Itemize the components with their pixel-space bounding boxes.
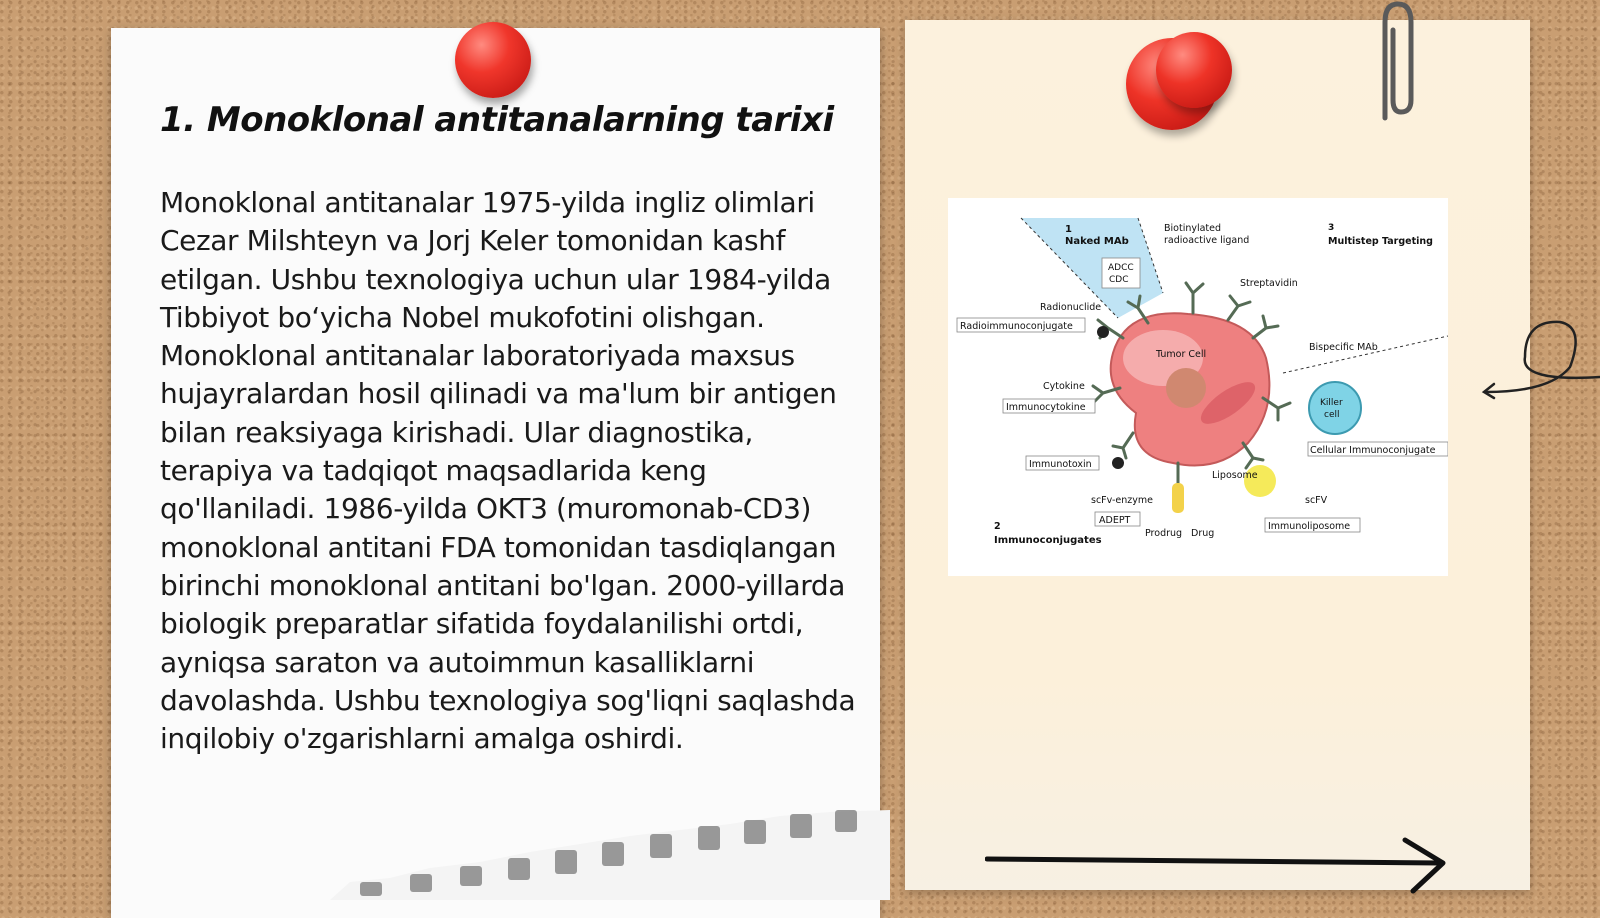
- svg-text:Streptavidin: Streptavidin: [1240, 278, 1298, 289]
- svg-text:Tumor Cell: Tumor Cell: [1156, 349, 1207, 360]
- svg-text:Multistep Targeting: Multistep Targeting: [1328, 236, 1433, 247]
- svg-text:2: 2: [994, 521, 1001, 532]
- svg-text:CDC: CDC: [1109, 275, 1129, 285]
- red-pushpin-icon: [1156, 32, 1232, 108]
- svg-text:Liposome: Liposome: [1212, 470, 1258, 481]
- slide-title: 1. Monoklonal antitanalarning tarixi: [160, 100, 834, 140]
- svg-text:Killer: Killer: [1320, 398, 1343, 408]
- svg-text:1: 1: [1065, 224, 1072, 235]
- red-pushpin-icon: [455, 22, 531, 98]
- svg-text:Naked MAb: Naked MAb: [1065, 236, 1129, 247]
- curved-arrow-doodle: [1480, 312, 1600, 412]
- svg-text:Bispecific MAb: Bispecific MAb: [1309, 342, 1378, 353]
- svg-text:Immunoconjugates: Immunoconjugates: [994, 535, 1102, 546]
- torn-paper-edge: [330, 810, 890, 900]
- svg-text:Radionuclide: Radionuclide: [1040, 302, 1102, 313]
- svg-text:radioactive ligand: radioactive ligand: [1164, 235, 1250, 246]
- slide-body-text: Monoklonal antitanalar 1975-yilda ingliz olimlari Cezar Milshteyn va Jorj Keler tomonidan kashf etilgan. Ushbu texnologiya uchun ular 1984-yilda Tibbiyot bo‘yicha Nobel mukofotini olishgan. Monoklonal antitanalar laboratoriyada maxsus hujayralardan hosil qilinadi va ma'lum bir antigen bilan reaksiyaga kirishadi. Ular diagnostika, terapiya va tadqiqot maqsadlarida keng qo'llaniladi. 1986-yilda OKT3 (muromonab-CD3) monoklonal antitani FDA tomonidan tasdiqlangan birinchi monoklonal antitani bo'lgan. 2000-yillarda biologik preparatlar sifatida foydalanilishi ortdi, ayniqsa saraton va autoimmun kasalliklarni davolashda. Ushbu texnologiya sog'liqni saqlashda inqilobiy o'zgarishlarni amalga oshirdi.: [160, 186, 856, 756]
- mab-therapy-diagram: [948, 198, 1448, 576]
- right-arrow-icon: [985, 835, 1450, 895]
- toxin-icon: [1112, 457, 1124, 469]
- radionuclide-icon: [1097, 326, 1109, 338]
- svg-text:Cytokine: Cytokine: [1043, 381, 1085, 392]
- svg-text:Cellular Immunoconjugate: Cellular Immunoconjugate: [1310, 445, 1436, 456]
- svg-text:Prodrug: Prodrug: [1145, 528, 1183, 539]
- svg-text:ADCC: ADCC: [1108, 263, 1134, 273]
- svg-text:Immunoliposome: Immunoliposome: [1268, 521, 1351, 532]
- paperclip-icon: [1373, 0, 1423, 125]
- svg-text:cell: cell: [1324, 410, 1340, 420]
- svg-text:Drug: Drug: [1191, 528, 1215, 539]
- svg-text:Immunocytokine: Immunocytokine: [1006, 402, 1086, 413]
- svg-text:Radioimmunoconjugate: Radioimmunoconjugate: [960, 321, 1073, 332]
- svg-text:scFv-enzyme: scFv-enzyme: [1091, 495, 1154, 506]
- scfv-enzyme-bar: [1172, 483, 1184, 513]
- svg-text:Biotinylated: Biotinylated: [1164, 223, 1222, 234]
- svg-text:scFV: scFV: [1305, 495, 1328, 506]
- svg-text:Immunotoxin: Immunotoxin: [1029, 459, 1092, 470]
- svg-text:3: 3: [1328, 223, 1335, 233]
- svg-text:ADEPT: ADEPT: [1099, 515, 1131, 526]
- killer-cell-icon: [1309, 382, 1361, 434]
- tumor-nucleus: [1166, 368, 1206, 408]
